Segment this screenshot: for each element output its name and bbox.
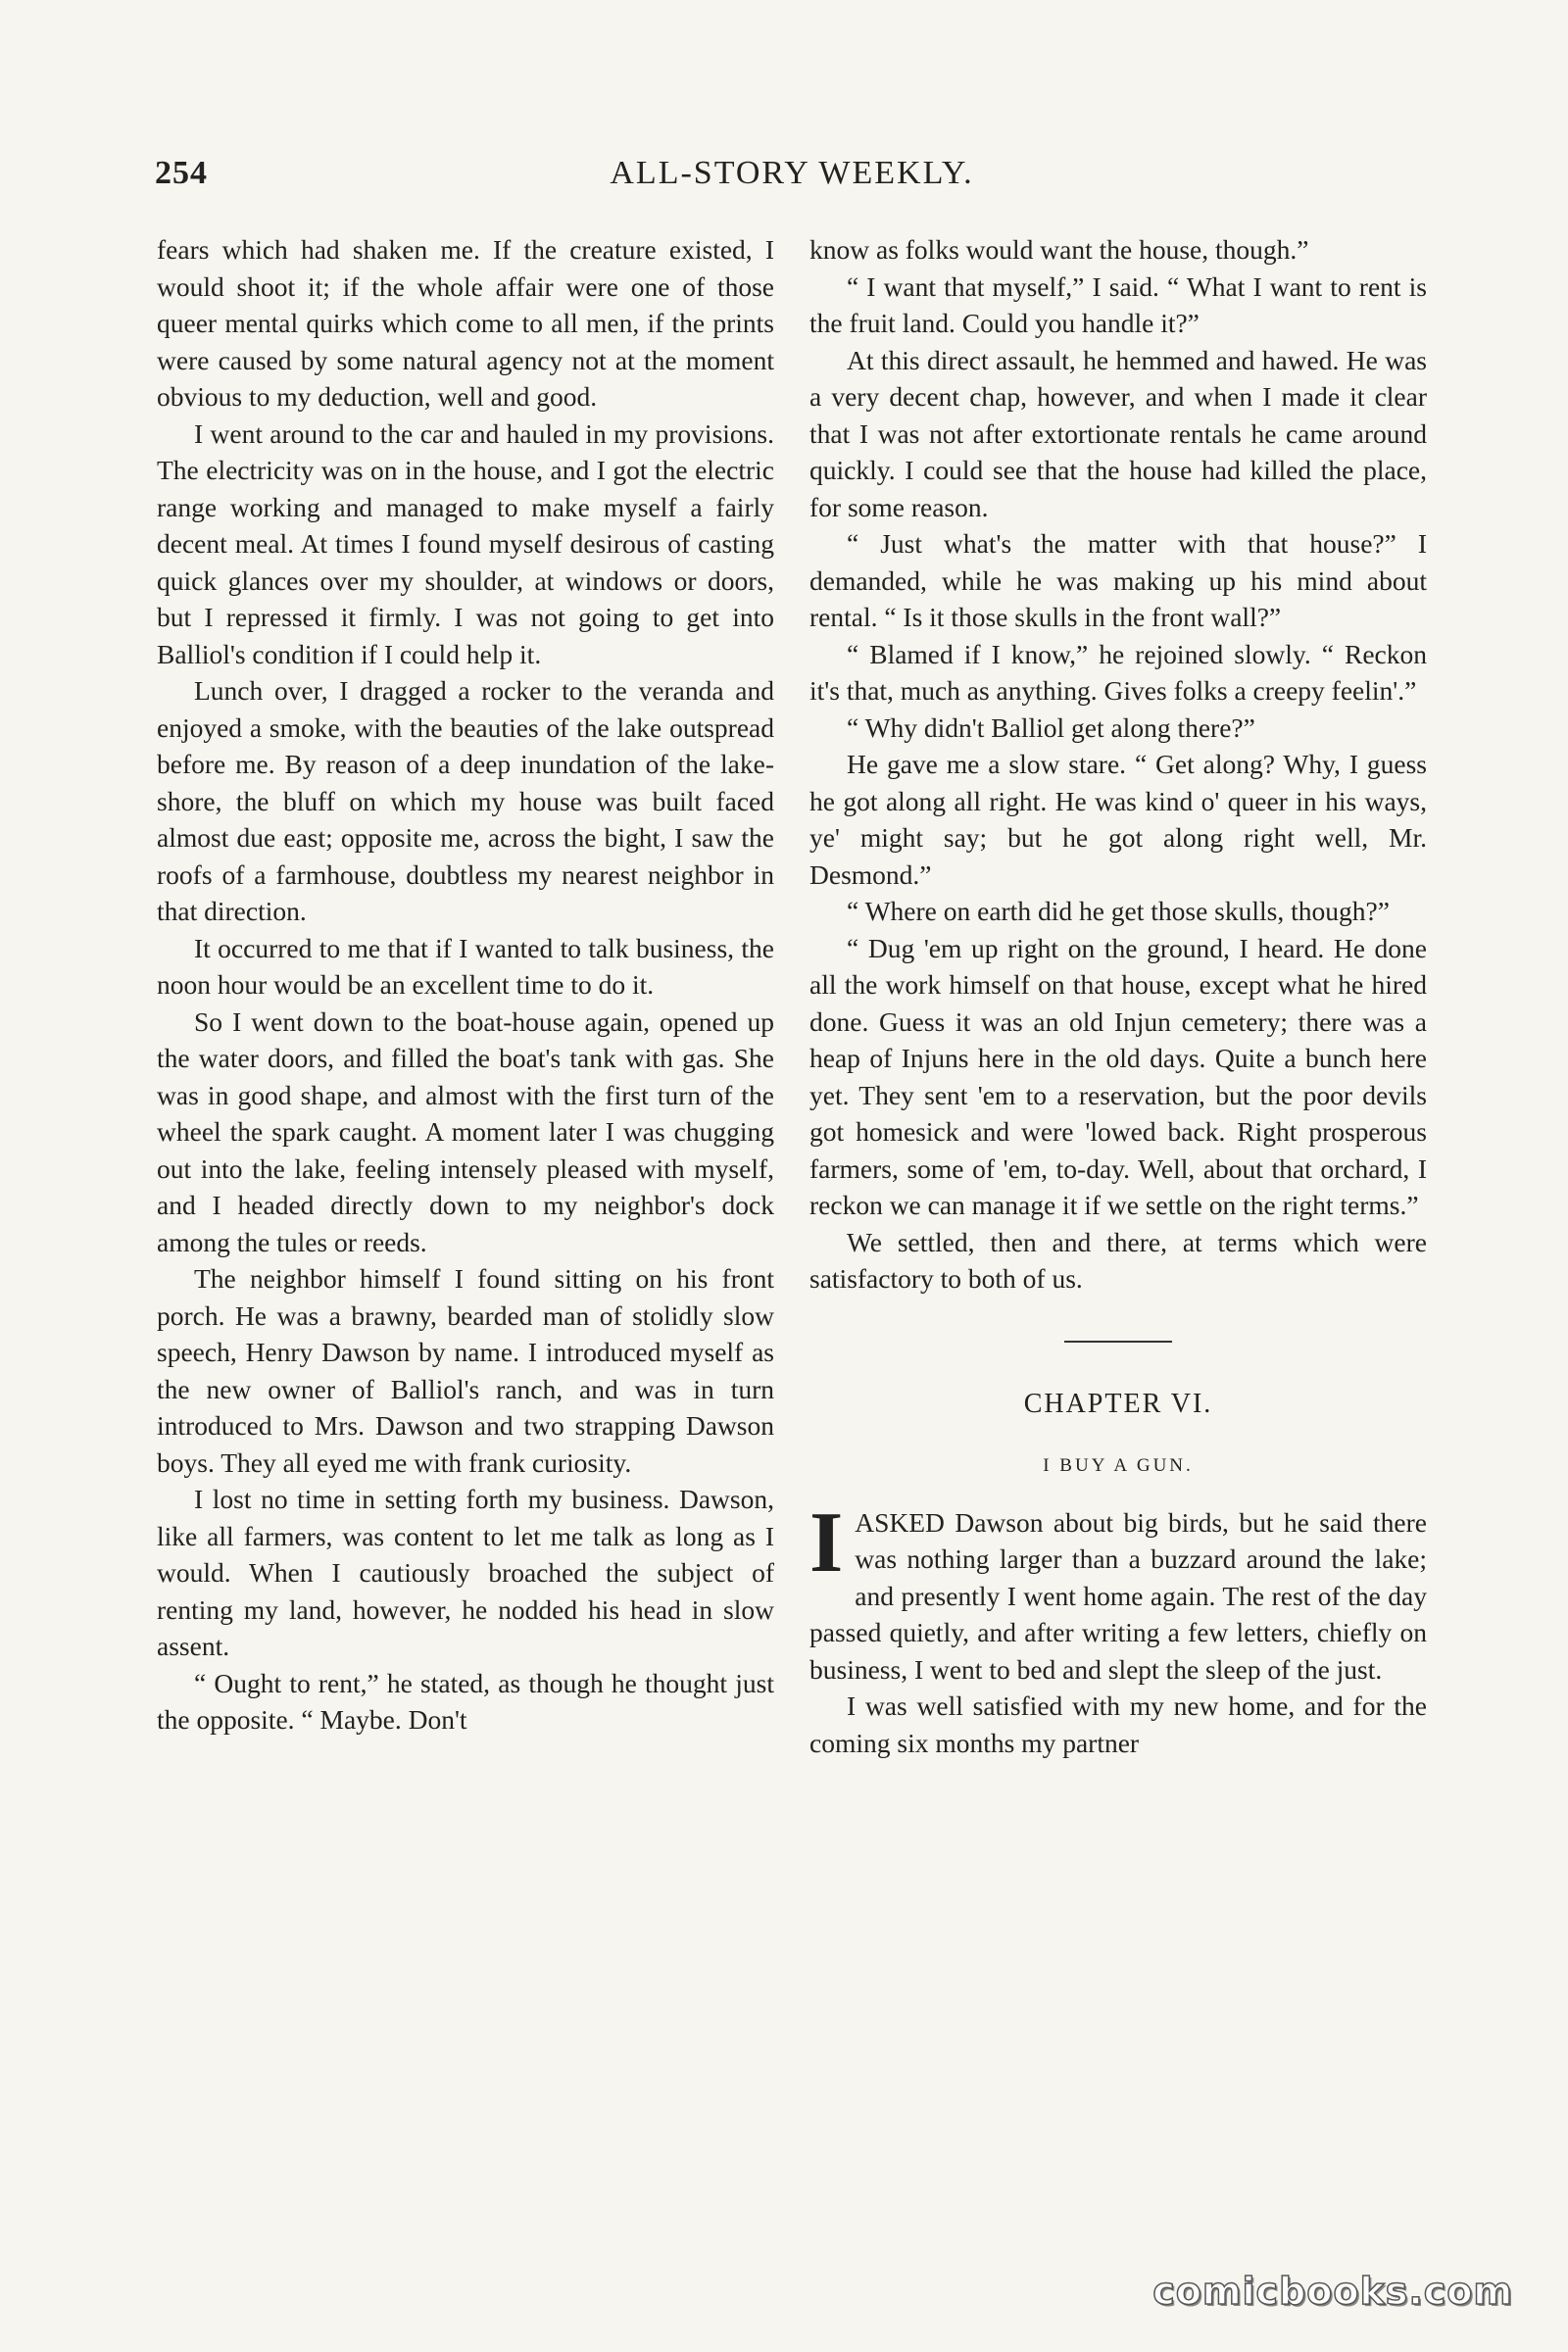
paragraph: He gave me a slow stare. “ Get along? Why, I guess he got along all right. He was kind o' queer in his ways, ye' might say; but he got along right well, Mr. Desmond.” xyxy=(809,749,1427,890)
paragraph: “ Where on earth did he get those skulls, though?” xyxy=(847,896,1390,926)
running-head: ALL-STORY WEEKLY. xyxy=(610,155,974,191)
chapter-first-paragraph xyxy=(809,1494,1427,1689)
first-paragraph-text: ASKED Dawson about big birds, but he said there was nothing larger than a buzzard around the lake; and presently I went home again. The rest of the day passed quietly, and after writing a few letters, chiefly on business, I went to bed and slept the sleep of the just. xyxy=(809,1506,1427,1685)
right-column xyxy=(809,231,1427,1761)
chapter-title: CHAPTER VI. xyxy=(1023,1388,1213,1419)
paragraph: “ Dug 'em up right on the ground, I heard. He done all the work himself on that house, except what he hired done. Guess it was an old Injun cemetery; there was a heap of Injuns here in the old days. Quite a bunch here yet. They sent 'em to a reservation, but the poor devils got homesick and were 'lowed back. Right prosperous farmers, some of 'em, to-day. Well, about that orchard, I reckon we can manage it if we settle on the right terms.” xyxy=(809,932,1427,1220)
paragraph: It occurred to me that if I wanted to talk business, the noon hour would be an excellent time to do it. xyxy=(157,932,774,1000)
paragraph: We settled, then and there, at terms which were satisfactory to both of us. xyxy=(809,1226,1427,1294)
paragraph: “ Ought to rent,” he stated, as though he thought just the opposite. “ Maybe. Don't xyxy=(157,1667,774,1735)
page-header xyxy=(155,155,1429,214)
paragraph: I lost no time in setting forth my business. Dawson, like all farmers, was content to let me talk as long as I would. When I cautiously broached the subject of renting my land, however, he nodded his head in slow assent. xyxy=(157,1484,774,1661)
paragraph: “ Why didn't Balliol get along there?” xyxy=(847,711,1255,743)
paragraph: fears which had shaken me. If the creature existed, I would shoot it; if the whole affair were one of those queer mental quirks which come to all men, if the prints were caused by some natural agency not at the moment obvious to my deduction, well and good. xyxy=(157,234,774,412)
paragraph: “ Just what's the matter with that house?” I demanded, while he was making up his mind about rental. “ Is it those skulls in the front wall?” xyxy=(809,528,1427,632)
paragraph: At this direct assault, he hemmed and hawed. He was a very decent chap, however, and when I made it clear that I was not after extortionate rentals he came around quickly. I could see that the house had killed the place, for some reason. xyxy=(809,344,1427,522)
page-number: 254 xyxy=(155,155,208,191)
paragraph: So I went down to the boat-house again, opened up the water doors, and filled the boat's tank with gas. She was in good shape, and almost with the first turn of the wheel the spark caught. A moment later I was chugging out into the lake, feeling intensely pleased with myself, and I headed directly down to my neighbor's dock among the tules or reeds. xyxy=(157,1005,774,1257)
paragraph: I went around to the car and hauled in my provisions. The electricity was on in the house, and I got the electric range working and managed to make myself a fairly decent meal. At times I found myself desirous of casting quick glances over my shoulder, at windows or doors, but I repressed it firmly. I was not going to get into Balliol's condition if I could help it. xyxy=(157,417,774,669)
paragraph: know as folks would want the house, though.” xyxy=(809,234,1309,265)
paragraph: The neighbor himself I found sitting on his front porch. He was a brawny, bearded man of stolidly slow speech, Henry Dawson by name. I introduced myself as the new owner of Balliol's ranch, and was in turn introduced to Mrs. Dawson and two strapping Dawson boys. They all eyed me with frank curiosity. xyxy=(157,1263,774,1478)
drop-cap: I xyxy=(809,1494,844,1591)
paragraph: “ Blamed if I know,” he rejoined slowly. “ Reckon it's that, much as anything. Gives folks a creepy feelin'.” xyxy=(809,638,1427,706)
paragraph: I was well satisfied with my new home, and for the coming six months my partner xyxy=(809,1690,1427,1758)
left-column xyxy=(157,231,774,1739)
watermark-logo: comicbooks.com xyxy=(1152,2270,1513,2313)
paragraph: “ I want that myself,” I said. “ What I want to rent is the fruit land. Could you handle it?” xyxy=(809,270,1427,338)
paragraph: Lunch over, I dragged a rocker to the veranda and enjoyed a smoke, with the beauties of the lake outspread before me. By reason of a deep inundation of the lake-shore, the bluff on which my house was built faced almost due east; opposite me, across the bight, I saw the roofs of a farmhouse, doubtless my nearest neighbor in that direction. xyxy=(157,675,774,926)
chapter-subtitle: I BUY A GUN. xyxy=(1043,1455,1194,1476)
section-divider xyxy=(1064,1341,1172,1343)
